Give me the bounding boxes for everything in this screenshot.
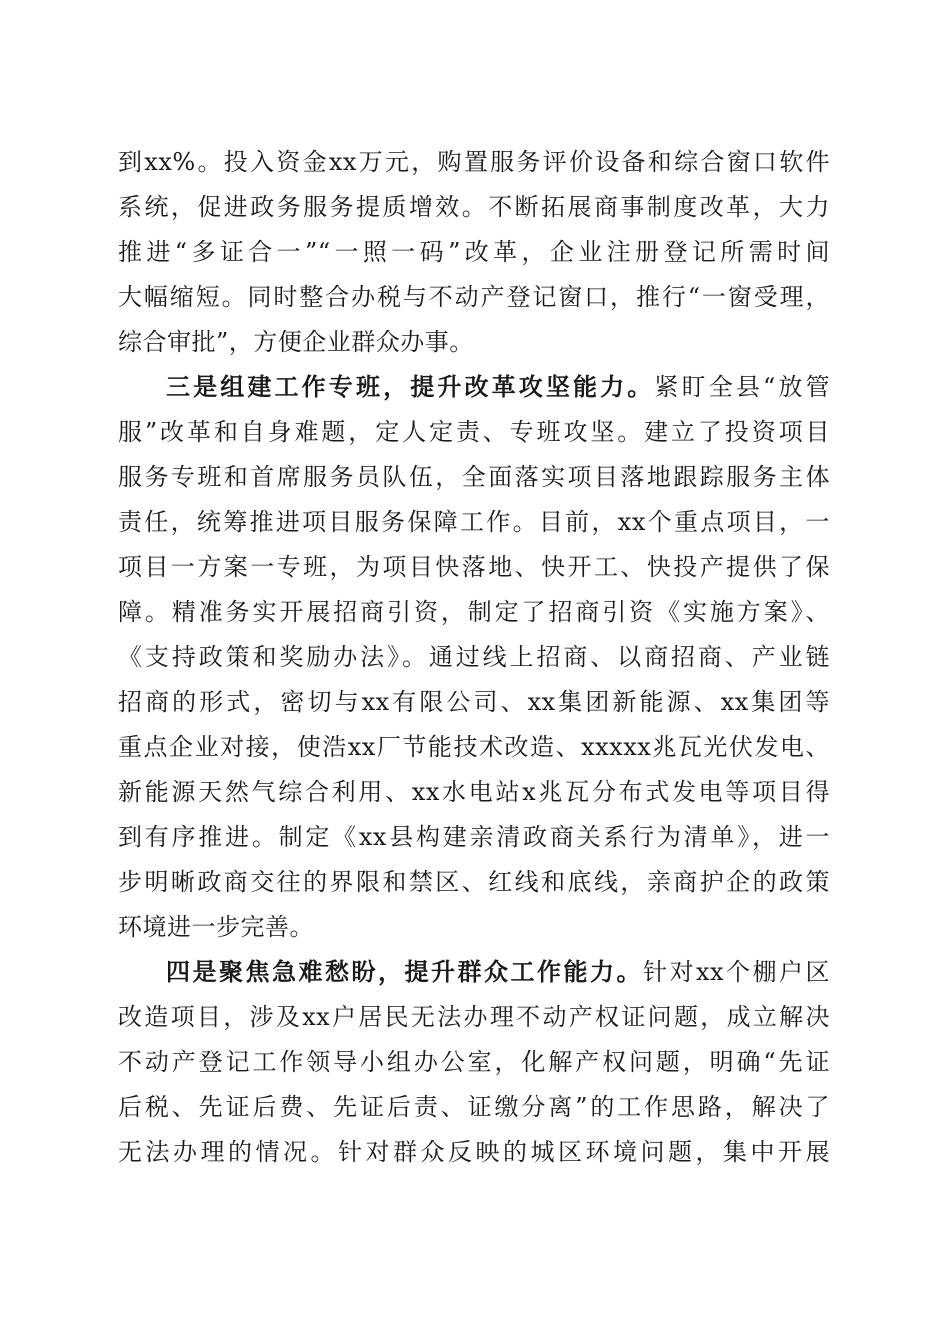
paragraph-2-line-7: 《支持政策和奖励办法》。通过线上招商、以商招商、产业链	[118, 643, 830, 671]
paragraph-2-line-13: 环境进一步完善。	[118, 913, 314, 941]
paragraph-1-line-1: 到xx%。投入资金xx万元，购置服务评价设备和综合窗口软件	[118, 148, 830, 176]
paragraph-3-line-2: 改造项目，涉及xx户居民无法办理不动产权证问题，成立解决	[118, 1003, 830, 1031]
paragraph-3-line-4: 后税、先证后费、先证后责、证缴分离”的工作思路，解决了	[118, 1093, 830, 1121]
paragraph-1-line-5: 综合审批”，方便企业群众办事。	[118, 328, 474, 356]
paragraph-2-line-6: 障。精准务实开展招商引资，制定了招商引资《实施方案》、	[118, 598, 830, 626]
paragraph-2-line-3: 服务专班和首席服务员队伍，全面落实项目落地跟踪服务主体	[118, 463, 830, 491]
paragraph-3-line-5: 无法办理的情况。针对群众反映的城区环境问题，集中开展	[118, 1138, 830, 1166]
paragraph-2-line-1	[118, 365, 830, 409]
paragraph-2-line-4: 责任，统筹推进项目服务保障工作。目前，xx个重点项目，一	[118, 508, 830, 536]
paragraph-2-line-11: 到有序推进。制定《xx县构建亲清政商关系行为清单》，进一	[118, 823, 830, 851]
paragraph-2-line-8: 招商的形式，密切与xx有限公司、xx集团新能源、xx集团等	[118, 688, 830, 716]
paragraph-1-line-3: 推进“多证合一”“一照一码”改革，企业注册登记所需时间	[118, 238, 830, 266]
paragraph-2-heading: 三是组建工作专班，提升改革攻坚能力。	[166, 372, 655, 401]
paragraph-3-line-1	[118, 950, 830, 994]
paragraph-3-first-line-rest: 针对xx个棚户区	[642, 958, 831, 986]
paragraph-2-first-line-rest: 紧盯全县“放管	[654, 373, 830, 401]
paragraph-2-line-12: 步明晰政商交往的界限和禁区、红线和底线，亲商护企的政策	[118, 868, 830, 896]
paragraph-3-line-3: 不动产登记工作领导小组办公室，化解产权问题，明确“先证	[118, 1048, 830, 1076]
paragraph-3-heading: 四是聚焦急难愁盼，提升群众工作能力。	[166, 957, 643, 986]
paragraph-2-line-5: 项目一方案一专班，为项目快落地、快开工、快投产提供了保	[118, 553, 830, 581]
paragraph-1-line-2: 系统，促进政务服务提质增效。不断拓展商事制度改革，大力	[118, 193, 830, 221]
paragraph-1-line-4: 大幅缩短。同时整合办税与不动产登记窗口，推行“一窗受理，	[118, 283, 830, 311]
paragraph-2-line-9: 重点企业对接，使浩xx厂节能技术改造、xxxxx兆瓦光伏发电、	[118, 733, 830, 761]
paragraph-2-line-10: 新能源天然气综合利用、xx水电站x兆瓦分布式发电等项目得	[118, 778, 830, 806]
paragraph-2-line-2: 服”改革和自身难题，定人定责、专班攻坚。建立了投资项目	[118, 418, 830, 446]
